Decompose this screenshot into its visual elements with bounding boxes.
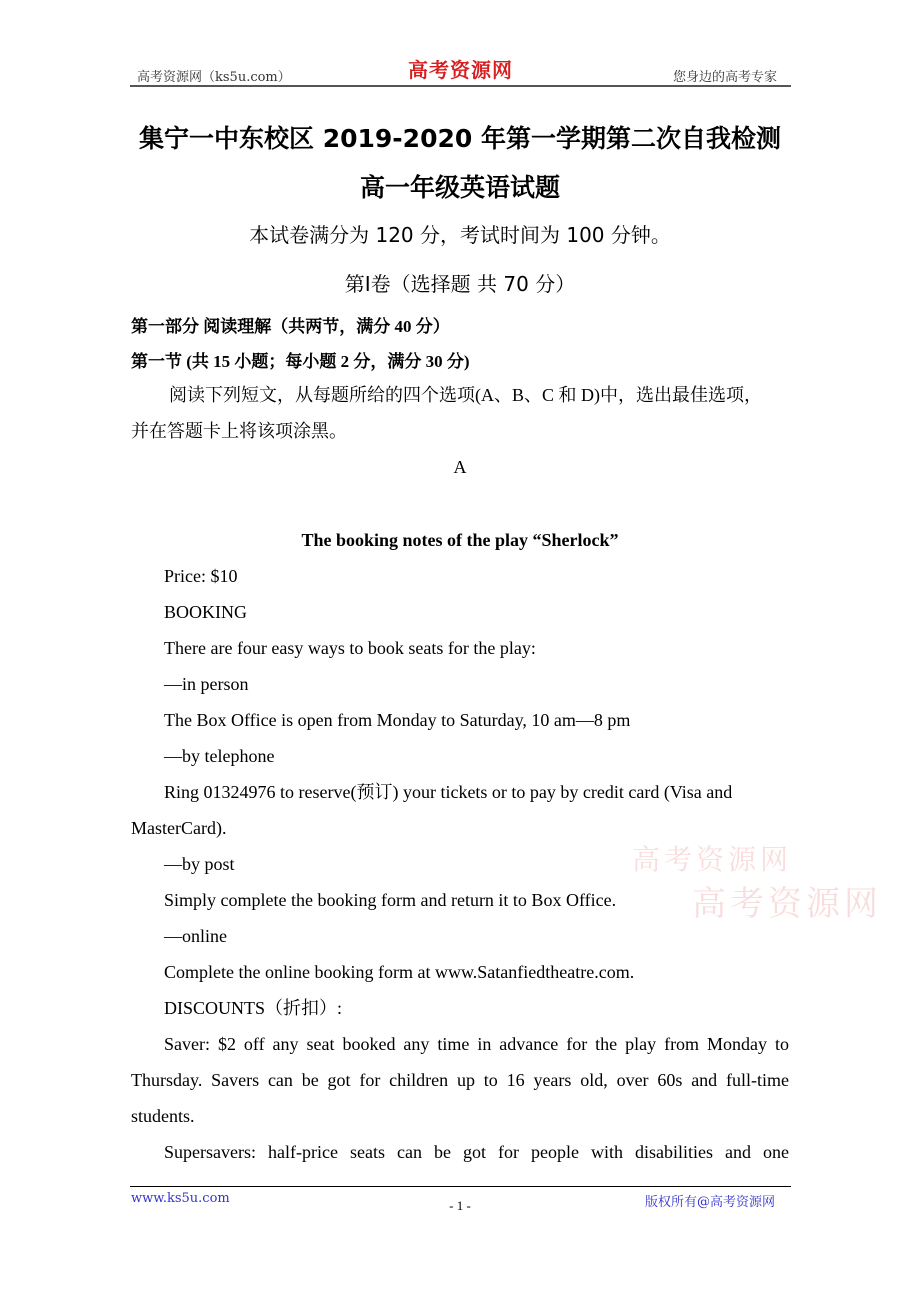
exam-subtitle: 高一年级英语试题 bbox=[359, 173, 560, 202]
passage-line: —in person bbox=[164, 674, 249, 694]
passage-letter: A bbox=[453, 457, 467, 477]
passage-line: Complete the online booking form at www.Satanfiedtheatre.com. bbox=[164, 962, 635, 982]
passage-line: Price: $10 bbox=[164, 566, 238, 586]
passage-line: DISCOUNTS（折扣）: bbox=[164, 998, 343, 1018]
header-rule bbox=[130, 85, 791, 87]
part-heading: 第一部分 阅读理解（共两节，满分 40 分） bbox=[131, 317, 450, 336]
passage-line: MasterCard). bbox=[131, 818, 227, 838]
watermark: 高考资源网 bbox=[632, 843, 793, 876]
passage-line: BOOKING bbox=[164, 602, 247, 622]
footer-rule bbox=[130, 1186, 791, 1187]
saver-paragraph: Saver: $2 off any seat booked any time in advance for the play from Monday to Thursday. Savers can be got for children up to 16 years old, over 60s and full-time students. bbox=[131, 1034, 789, 1126]
page-number: - 1 - bbox=[449, 1198, 471, 1213]
header-left: 高考资源网（ks5u.com） bbox=[137, 70, 291, 85]
watermark: 高考资源网 bbox=[692, 884, 882, 924]
instructions-line1: 阅读下列短文，从每题所给的四个选项(A、B、C 和 D)中，选出最佳选项， bbox=[169, 385, 762, 405]
header-logo: 高考资源网 bbox=[408, 58, 513, 82]
exam-title: 集宁一中东校区 2019-2020 年第一学期第二次自我检测 bbox=[139, 124, 781, 153]
volume-heading: 第Ⅰ卷（选择题 共 70 分） bbox=[344, 272, 576, 296]
passage-line: The Box Office is open from Monday to Saturday, 10 am—8 pm bbox=[164, 710, 631, 730]
passage-title: The booking notes of the play “Sherlock” bbox=[301, 530, 619, 550]
passage-line: Simply complete the booking form and return it to Box Office. bbox=[164, 890, 617, 910]
instructions-line2: 并在答题卡上将该项涂黑。 bbox=[131, 421, 347, 441]
passage-line: Ring 01324976 to reserve(预订) your tickets or to pay by credit card (Visa and bbox=[164, 782, 733, 802]
exam-info: 本试卷满分为 120 分，考试时间为 100 分钟。 bbox=[249, 223, 671, 247]
passage-line: There are four easy ways to book seats for the play: bbox=[164, 638, 536, 658]
footer-link[interactable]: www.ks5u.com bbox=[131, 1191, 230, 1206]
footer-copyright: 版权所有@高考资源网 bbox=[645, 1195, 776, 1210]
passage-line: —by post bbox=[164, 854, 235, 874]
passage-line: —online bbox=[164, 926, 227, 946]
header-right: 您身边的高考专家 bbox=[673, 70, 778, 85]
passage-line: —by telephone bbox=[164, 746, 275, 766]
supersavers-paragraph: Supersavers: half-price seats can be got for people with disabilities and one bbox=[164, 1142, 789, 1162]
section-heading: 第一节 (共 15 小题；每小题 2 分，满分 30 分) bbox=[131, 352, 470, 371]
